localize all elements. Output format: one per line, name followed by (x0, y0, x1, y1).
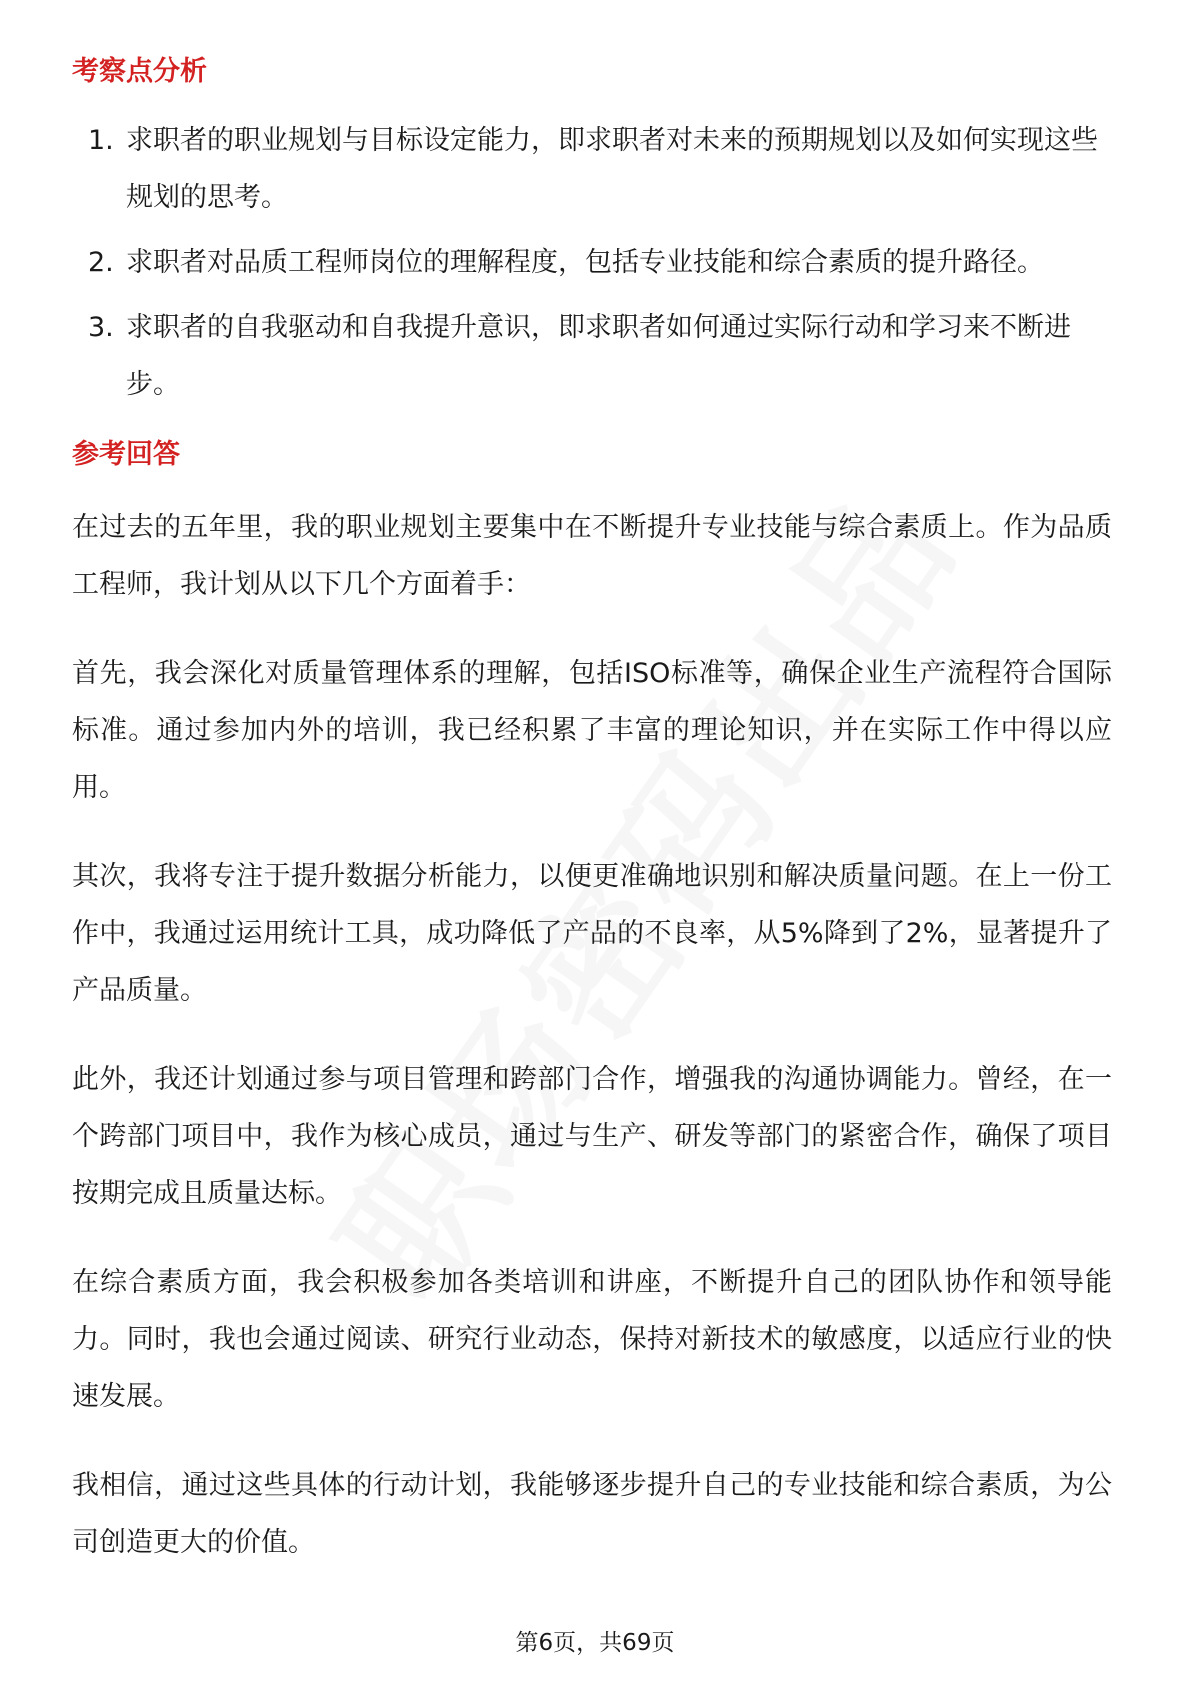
analysis-list (72, 112, 1112, 413)
page-number-footer: 第6页，共69页 (515, 1630, 675, 1656)
list-item (72, 112, 1112, 226)
answer-paragraph: 此外，我还计划通过参与项目管理和跨部门合作，增强我的沟通协调能力。曾经，在一个跨部门项目中，我作为核心成员，通过与生产、研发等部门的紧密合作，确保了项目按期完成且质量达标。 (72, 1064, 1112, 1209)
answer-paragraph: 我相信，通过这些具体的行动计划，我能够逐步提升自己的专业技能和综合素质，为公司创造更大的价值。 (72, 1470, 1112, 1558)
answer-paragraph: 在综合素质方面，我会积极参加各类培训和讲座，不断提升自己的团队协作和领导能力。同时，我也会通过阅读、研究行业动态，保持对新技术的敏感度，以适应行业的快速发展。 (72, 1267, 1112, 1412)
page-content (72, 48, 1112, 1603)
list-item-number: 2. (88, 247, 114, 278)
list-item (72, 234, 1112, 291)
list-item-text: 求职者的自我驱动和自我提升意识，即求职者如何通过实际行动和学习来不断进步。 (126, 312, 1071, 400)
list-item-text: 求职者的职业规划与目标设定能力，即求职者对未来的预期规划以及如何实现这些规划的思考。 (126, 125, 1098, 213)
list-item-number: 1. (88, 125, 114, 156)
answer-paragraph: 首先，我会深化对质量管理体系的理解，包括ISO标准等，确保企业生产流程符合国际标准。通过参加内外的培训，我已经积累了丰富的理论知识，并在实际工作中得以应用。 (72, 658, 1112, 803)
section-title-analysis: 考察点分析 (72, 56, 207, 87)
section-title-answer: 参考回答 (72, 439, 180, 470)
answer-paragraph: 其次，我将专注于提升数据分析能力，以便更准确地识别和解决质量问题。在上一份工作中，我通过运用统计工具，成功降低了产品的不良率，从5%降到了2%，显著提升了产品质量。 (72, 861, 1112, 1006)
list-item-text: 求职者对品质工程师岗位的理解程度，包括专业技能和综合素质的提升路径。 (126, 247, 1044, 278)
list-item (72, 299, 1112, 413)
list-item-number: 3. (88, 312, 114, 343)
answer-paragraph: 在过去的五年里，我的职业规划主要集中在不断提升专业技能与综合素质上。作为品质工程师，我计划从以下几个方面着手： (72, 512, 1112, 600)
